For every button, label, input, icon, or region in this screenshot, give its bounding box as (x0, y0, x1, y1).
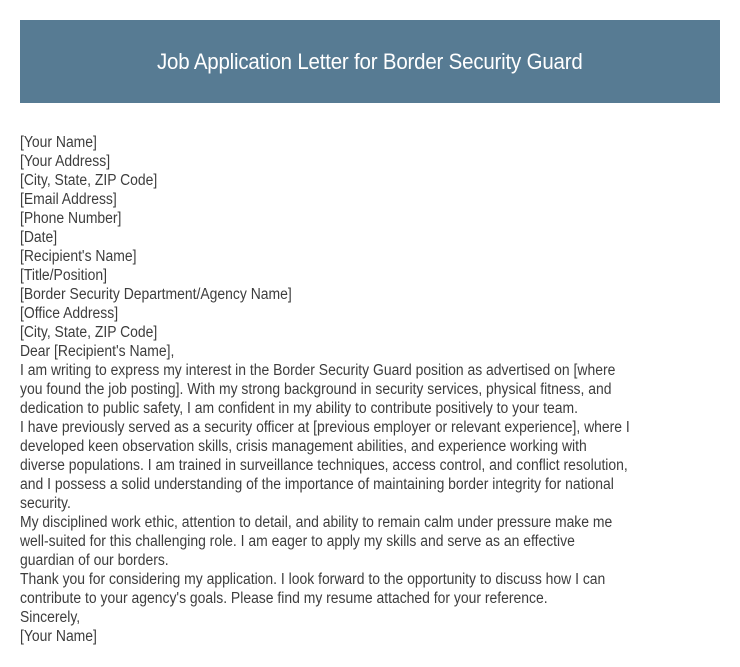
paragraph-thanks (20, 570, 740, 608)
recipient-office-address: [Office Address] (20, 305, 119, 322)
recipient-name: [Recipient's Name] (20, 248, 137, 265)
sender-address: [Your Address] (20, 153, 111, 170)
sender-name: [Your Name] (20, 134, 97, 151)
signature: [Your Name] (20, 628, 97, 645)
paragraph-line: contribute to your agency's goals. Please find my resume attached for your reference. (20, 590, 548, 607)
paragraph-line: you found the job posting]. With my strong background in security services, physical fitness, and (20, 381, 612, 398)
paragraph-line: developed keen observation skills, crisis management abilities, and experience working with (20, 438, 587, 455)
paragraph-line: security. (20, 495, 71, 512)
paragraph-line: guardian of our borders. (20, 552, 169, 569)
paragraph-line: and I possess a solid understanding of the importance of maintaining border integrity for national (20, 476, 614, 493)
paragraph-line: well-suited for this challenging role. I am eager to apply my skills and serve as an effective (20, 533, 575, 550)
paragraph-line: Thank you for considering my application. I look forward to the opportunity to discuss how I can (20, 571, 606, 588)
paragraph-line: diverse populations. I am trained in surveillance techniques, access control, and conflict resolution, (20, 457, 628, 474)
paragraph-line: My disciplined work ethic, attention to detail, and ability to remain calm under pressure make me (20, 514, 613, 531)
recipient-title: [Title/Position] (20, 267, 107, 284)
page-title: Job Application Letter for Border Security Guard (157, 48, 583, 74)
paragraph-line: I have previously served as a security officer at [previous employer or relevant experience], where I (20, 419, 630, 436)
letter-date: [Date] (20, 229, 58, 246)
paragraph-qualities (20, 513, 740, 570)
paragraph-line: dedication to public safety, I am confident in my ability to contribute positively to your team. (20, 400, 578, 417)
paragraph-line: I am writing to express my interest in the Border Security Guard position as advertised on [where (20, 362, 616, 379)
salutation: Dear [Recipient's Name], (20, 343, 175, 360)
page-header (20, 20, 720, 103)
sender-email: [Email Address] (20, 191, 117, 208)
paragraph-interest (20, 361, 740, 418)
sender-phone: [Phone Number] (20, 210, 122, 227)
sender-city-state-zip: [City, State, ZIP Code] (20, 172, 158, 189)
paragraph-experience (20, 418, 740, 513)
recipient-agency: [Border Security Department/Agency Name] (20, 286, 292, 303)
letter-body (20, 133, 740, 646)
closing: Sincerely, (20, 609, 81, 626)
recipient-city-state-zip: [City, State, ZIP Code] (20, 324, 158, 341)
